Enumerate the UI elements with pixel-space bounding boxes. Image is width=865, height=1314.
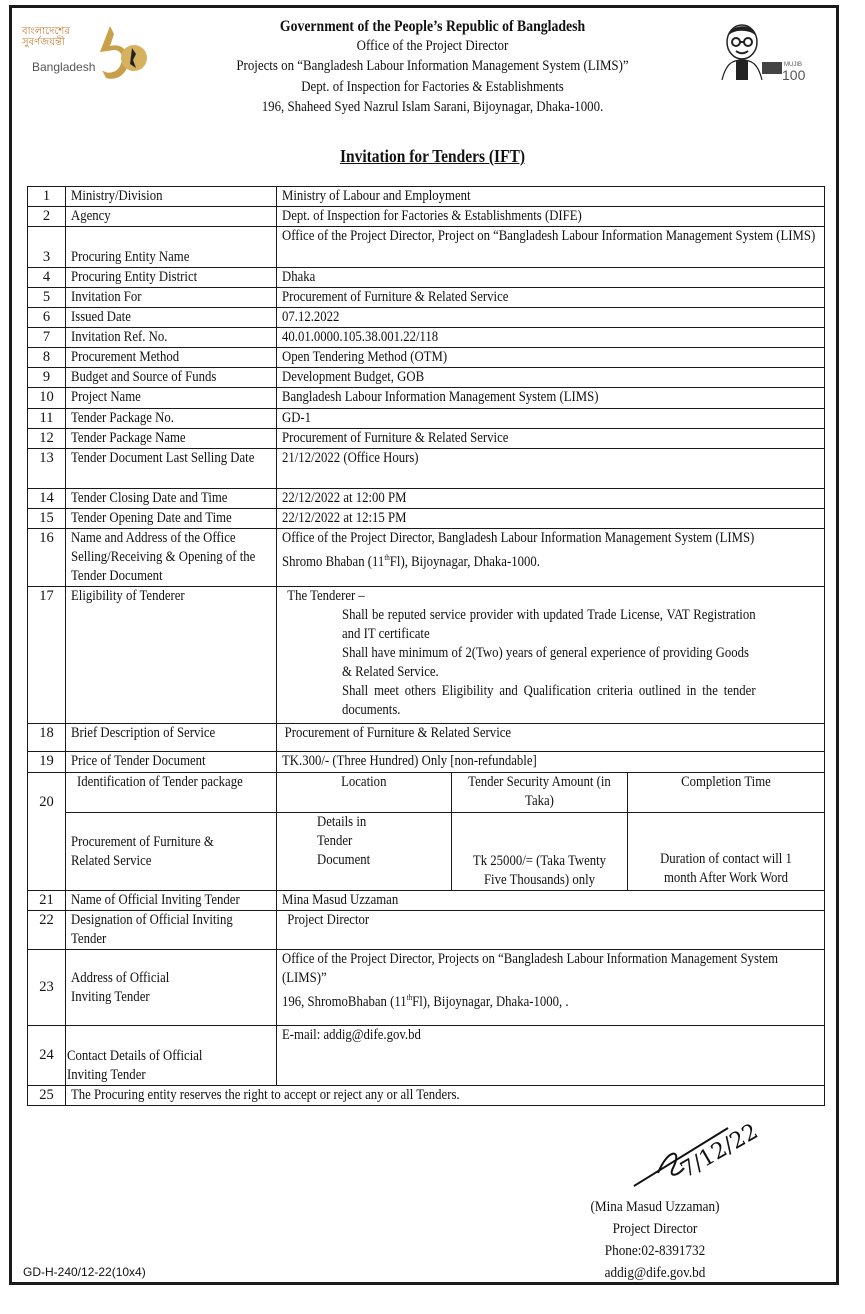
table-row bbox=[28, 489, 825, 509]
row-label: Issued Date bbox=[66, 308, 277, 328]
table-row bbox=[28, 227, 825, 268]
row-number: 1 bbox=[28, 187, 66, 207]
page-title: Invitation for Tenders (IFT) bbox=[339, 146, 526, 166]
row-number: 22 bbox=[28, 911, 66, 950]
completion-cell: Duration of contact will 1 month After Work Word bbox=[628, 813, 825, 891]
row-value: Ministry of Labour and Employment bbox=[277, 187, 825, 207]
signatory-email[interactable]: addig@dife.gov.bd bbox=[604, 1265, 706, 1281]
row-number: 21 bbox=[28, 891, 66, 911]
row-number: 17 bbox=[28, 587, 66, 724]
row-value: The Procuring entity reserves the right to accept or reject any or all Tenders. bbox=[66, 1086, 825, 1106]
row-value: Mina Masud Uzzaman bbox=[277, 891, 825, 911]
row-label: Eligibility of Tenderer bbox=[66, 587, 277, 724]
row-number: 6 bbox=[28, 308, 66, 328]
row-value bbox=[277, 1026, 825, 1086]
row-label: Agency bbox=[66, 207, 277, 227]
logo-bangladesh-label: Bangladesh bbox=[32, 60, 96, 74]
package-header: Identification of Tender package bbox=[66, 773, 277, 813]
table-row bbox=[28, 752, 825, 773]
table-row bbox=[28, 368, 825, 388]
row-number: 3 bbox=[28, 227, 66, 268]
table-row bbox=[28, 529, 825, 587]
table-row bbox=[28, 409, 825, 429]
row-number: 20 bbox=[28, 773, 66, 891]
table-row bbox=[28, 328, 825, 348]
row-value: Office of the Project Director, Project on “Bangladesh Labour Information Management System (LIMS) bbox=[277, 227, 825, 268]
package-data-row bbox=[28, 813, 825, 891]
table-row bbox=[28, 1026, 825, 1086]
row-label: Tender Package No. bbox=[66, 409, 277, 429]
row-label: Tender Opening Date and Time bbox=[66, 509, 277, 529]
row-value: Procurement of Furniture & Related Service bbox=[277, 429, 825, 449]
svg-text:100: 100 bbox=[782, 67, 806, 83]
row-number: 18 bbox=[28, 724, 66, 752]
row-label: Name and Address of the Office Selling/Receiving & Opening of the Tender Document bbox=[66, 529, 277, 587]
logo-bangla-text: বাংলাদেশের সুবর্ণজয়ন্তী bbox=[22, 26, 70, 48]
package-name-cell: Procurement of Furniture & Related Service bbox=[66, 813, 277, 891]
table-row bbox=[28, 308, 825, 328]
row-label: Invitation For bbox=[66, 288, 277, 308]
row-number: 19 bbox=[28, 752, 66, 773]
table-row bbox=[28, 911, 825, 950]
table-row bbox=[28, 268, 825, 288]
completion-header: Completion Time bbox=[628, 773, 825, 813]
table-row bbox=[28, 891, 825, 911]
row-number: 15 bbox=[28, 509, 66, 529]
table-row bbox=[28, 724, 825, 752]
table-row bbox=[28, 429, 825, 449]
eligibility-cell: The Tenderer – Shall be reputed service provider with updated Trade License, VAT Registration and IT certificate Shall have minimum of 2(Two) years of general experience of providing Goods & Related Service. Shall meet others Eligibility and Qualification criteria outlined in the tender documents. bbox=[277, 587, 825, 724]
row-label: Address of Official Inviting Tender bbox=[66, 950, 277, 1026]
package-header-row bbox=[28, 773, 825, 813]
row-value: Development Budget, GOB bbox=[277, 368, 825, 388]
table-row bbox=[28, 207, 825, 227]
row-number: 5 bbox=[28, 288, 66, 308]
table-row bbox=[28, 348, 825, 368]
government-heading: Government of the People’s Republic of Bangladesh bbox=[279, 18, 586, 35]
row-value: Dept. of Inspection for Factories & Establishments (DIFE) bbox=[277, 207, 825, 227]
contact-email-link[interactable]: E-mail: addig@dife.gov.bd bbox=[282, 1027, 421, 1043]
row-label: Procuring Entity District bbox=[66, 268, 277, 288]
signatory-name: (Mina Masud Uzzaman) bbox=[590, 1199, 720, 1215]
row-label: Tender Document Last Selling Date bbox=[66, 449, 277, 489]
project-heading: Projects on “Bangladesh Labour Information Management System (LIMS)” bbox=[236, 58, 629, 74]
row-number: 8 bbox=[28, 348, 66, 368]
row-number: 14 bbox=[28, 489, 66, 509]
row-value: Office of the Project Director, Projects on “Bangladesh Labour Information Management System (LIMS)” 196, ShromoBhaban (11thFl), Bijoynagar, Dhaka-1000, . bbox=[277, 950, 825, 1026]
security-header: Tender Security Amount (in Taka) bbox=[452, 773, 628, 813]
signature-block bbox=[571, 1196, 738, 1284]
row-number: 24 bbox=[28, 1026, 66, 1086]
location-header: Location bbox=[277, 773, 452, 813]
svg-text:7/12/22: 7/12/22 bbox=[676, 1119, 763, 1184]
signature-icon bbox=[628, 1118, 768, 1193]
row-number: 16 bbox=[28, 529, 66, 587]
security-cell: Tk 25000/= (Taka Twenty Five Thousands) only bbox=[452, 813, 628, 891]
table-row bbox=[28, 950, 825, 1026]
row-label: Price of Tender Document bbox=[66, 752, 277, 773]
table-row bbox=[28, 1086, 825, 1106]
row-label: Tender Closing Date and Time bbox=[66, 489, 277, 509]
row-number: 9 bbox=[28, 368, 66, 388]
row-number: 13 bbox=[28, 449, 66, 489]
table-row bbox=[28, 509, 825, 529]
office-heading: Office of the Project Director bbox=[356, 38, 509, 54]
table-row bbox=[28, 288, 825, 308]
row-value: Procurement of Furniture & Related Service bbox=[277, 288, 825, 308]
tender-table bbox=[27, 186, 825, 1106]
row-value: 21/12/2022 (Office Hours) bbox=[277, 449, 825, 489]
row-value: GD-1 bbox=[277, 409, 825, 429]
row-label: Procurement Method bbox=[66, 348, 277, 368]
eligibility-item: Shall be reputed service provider with updated Trade License, VAT Registration and IT certificate bbox=[342, 607, 756, 642]
row-number: 10 bbox=[28, 388, 66, 409]
signatory-phone: Phone:02-8391732 bbox=[604, 1243, 706, 1259]
row-value: 22/12/2022 at 12:00 PM bbox=[277, 489, 825, 509]
row-label: Budget and Source of Funds bbox=[66, 368, 277, 388]
row-label: Invitation Ref. No. bbox=[66, 328, 277, 348]
table-row bbox=[28, 587, 825, 724]
row-label: Contact Details of Official Inviting Tender bbox=[66, 1026, 277, 1086]
row-label: Ministry/Division bbox=[66, 187, 277, 207]
row-value: Dhaka bbox=[277, 268, 825, 288]
row-value: TK.300/- (Three Hundred) Only [non-refundable] bbox=[277, 752, 825, 773]
department-heading: Dept. of Inspection for Factories & Establishments bbox=[301, 79, 564, 95]
row-number: 23 bbox=[28, 950, 66, 1026]
row-value: Project Director bbox=[277, 911, 825, 950]
footer-code: GD-H-240/12-22(10x4) bbox=[23, 1265, 146, 1279]
row-label: Brief Description of Service bbox=[66, 724, 277, 752]
row-value: 22/12/2022 at 12:15 PM bbox=[277, 509, 825, 529]
eligibility-list bbox=[282, 606, 819, 720]
row-value: Office of the Project Director, Bangladesh Labour Information Management System (LIMS) Shromo Bhaban (11thFl), Bijoynagar, Dhaka-1000. bbox=[277, 529, 825, 587]
row-value: 07.12.2022 bbox=[277, 308, 825, 328]
svg-text:MUJIB: MUJIB bbox=[784, 62, 802, 68]
row-number: 2 bbox=[28, 207, 66, 227]
address-heading: 196, Shaheed Syed Nazrul Islam Sarani, Bijoynagar, Dhaka-1000. bbox=[261, 99, 604, 115]
row-label: Procuring Entity Name bbox=[66, 227, 277, 268]
eligibility-item: Shall have minimum of 2(Two) years of general experience of providing Goods & Related Service. bbox=[342, 645, 749, 680]
row-value: Open Tendering Method (OTM) bbox=[277, 348, 825, 368]
row-value: 40.01.0000.105.38.001.22/118 bbox=[277, 328, 825, 348]
row-number: 7 bbox=[28, 328, 66, 348]
row-label: Tender Package Name bbox=[66, 429, 277, 449]
row-number: 12 bbox=[28, 429, 66, 449]
row-value: Procurement of Furniture & Related Service bbox=[277, 724, 825, 752]
table-row bbox=[28, 388, 825, 409]
signatory-designation: Project Director bbox=[612, 1221, 698, 1237]
location-cell: Details in Tender Document bbox=[277, 813, 452, 891]
row-label: Designation of Official Inviting Tender bbox=[66, 911, 277, 950]
table-row bbox=[28, 449, 825, 489]
row-value: Bangladesh Labour Information Management System (LIMS) bbox=[277, 388, 825, 409]
row-number: 25 bbox=[28, 1086, 66, 1106]
row-number: 11 bbox=[28, 409, 66, 429]
row-label: Name of Official Inviting Tender bbox=[66, 891, 277, 911]
row-label: Project Name bbox=[66, 388, 277, 409]
eligibility-item: Shall meet others Eligibility and Qualification criteria outlined in the tender documents. bbox=[342, 683, 756, 718]
row-number: 4 bbox=[28, 268, 66, 288]
table-row bbox=[28, 187, 825, 207]
